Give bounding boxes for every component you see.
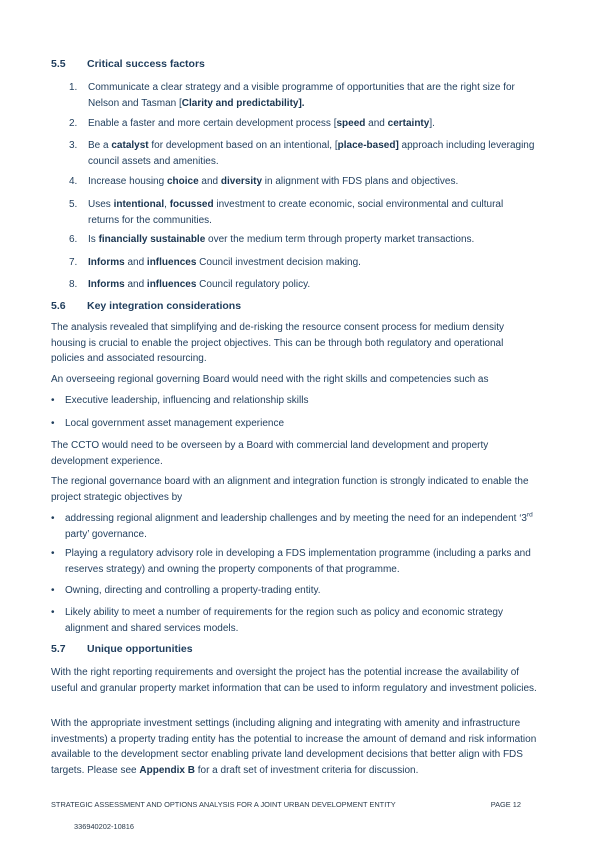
- bullet-item: • Owning, directing and controlling a property-trading entity.: [51, 585, 321, 596]
- section-heading-5-5: [51, 58, 205, 70]
- section-heading-5-6: 5.6 Key integration considerations: [51, 300, 242, 312]
- list-item: 5. Uses intentional, focussed investment to create economic, social environmental and cultural returns for the communities.: [69, 199, 504, 226]
- paragraph: The regional governance board with an alignment and integration function is strongly indicated to enable the project strategic objectives by: [51, 476, 529, 503]
- paragraph: The analysis revealed that simplifying and de-risking the resource consent process for medium density housing is crucial to enable the project objectives. This can be through both regulatory and operational policies and associated resourcing.: [51, 322, 504, 364]
- bullet-item: • Executive leadership, influencing and relationship skills: [51, 395, 309, 406]
- document-id: 336940202-10816: [74, 822, 135, 831]
- bullet-item: • Local government asset management experience: [51, 418, 285, 429]
- section-title: Critical success factors: [87, 58, 205, 70]
- bullet-item: • Likely ability to meet a number of requirements for the region such as policy and economic strategy alignment and shared services models.: [51, 607, 503, 634]
- paragraph: With the right reporting requirements and oversight the project has the potential increase the availability of useful and granular property market information that can be used to inform regulatory and investment policies.: [51, 667, 537, 694]
- bullet-item: • Playing a regulatory advisory role in developing a FDS implementation programme (including a parks and reserves strategy) and owning the property components of that programme.: [51, 548, 531, 575]
- section-heading-5-7: 5.7 Unique opportunities: [51, 643, 193, 655]
- list-item: 3. Be a catalyst for development based on an intentional, [place-based] approach including leveraging council assets and amenities.: [69, 140, 535, 167]
- list-item: 6. Is financially sustainable over the medium term through property market transactions.: [69, 234, 475, 245]
- bullet-item: • addressing regional alignment and leadership challenges and by meeting the need for an independent ‘3rd party’ governance.: [51, 511, 533, 540]
- list-item: 1. Communicate a clear strategy and a visible programme of opportunities that are the right size for Nelson and Tasman [Clarity and predictability].: [69, 82, 515, 109]
- paragraph: An overseeing regional governing Board would need with the right skills and competencies such as: [51, 374, 489, 385]
- section-number: 5.5: [51, 58, 66, 70]
- list-item: 4. Increase housing choice and diversity in alignment with FDS plans and objectives.: [69, 176, 459, 187]
- paragraph: With the appropriate investment settings (including aligning and integrating with amenity and infrastructure investments) a property trading entity has the potential to increase the amount of demand and risk information available to the development sector enabling private land development decisions that better align with FDS targets. Please see Appendix B for a draft set of investment criteria for discussion.: [51, 718, 537, 776]
- page-number: PAGE 12: [490, 800, 521, 809]
- list-item: 2. Enable a faster and more certain development process [speed and certainty].: [69, 118, 435, 129]
- list-item: 7. Informs and influences Council investment decision making.: [69, 257, 361, 268]
- footer-title: STRATEGIC ASSESSMENT AND OPTIONS ANALYSIS FOR A JOINT URBAN DEVELOPMENT ENTITY: [51, 800, 396, 809]
- list-item: 8. Informs and influences Council regulatory policy.: [69, 279, 311, 290]
- paragraph: The CCTO would need to be overseen by a Board with commercial land development and property development experience.: [51, 440, 489, 467]
- page-footer: [51, 800, 521, 809]
